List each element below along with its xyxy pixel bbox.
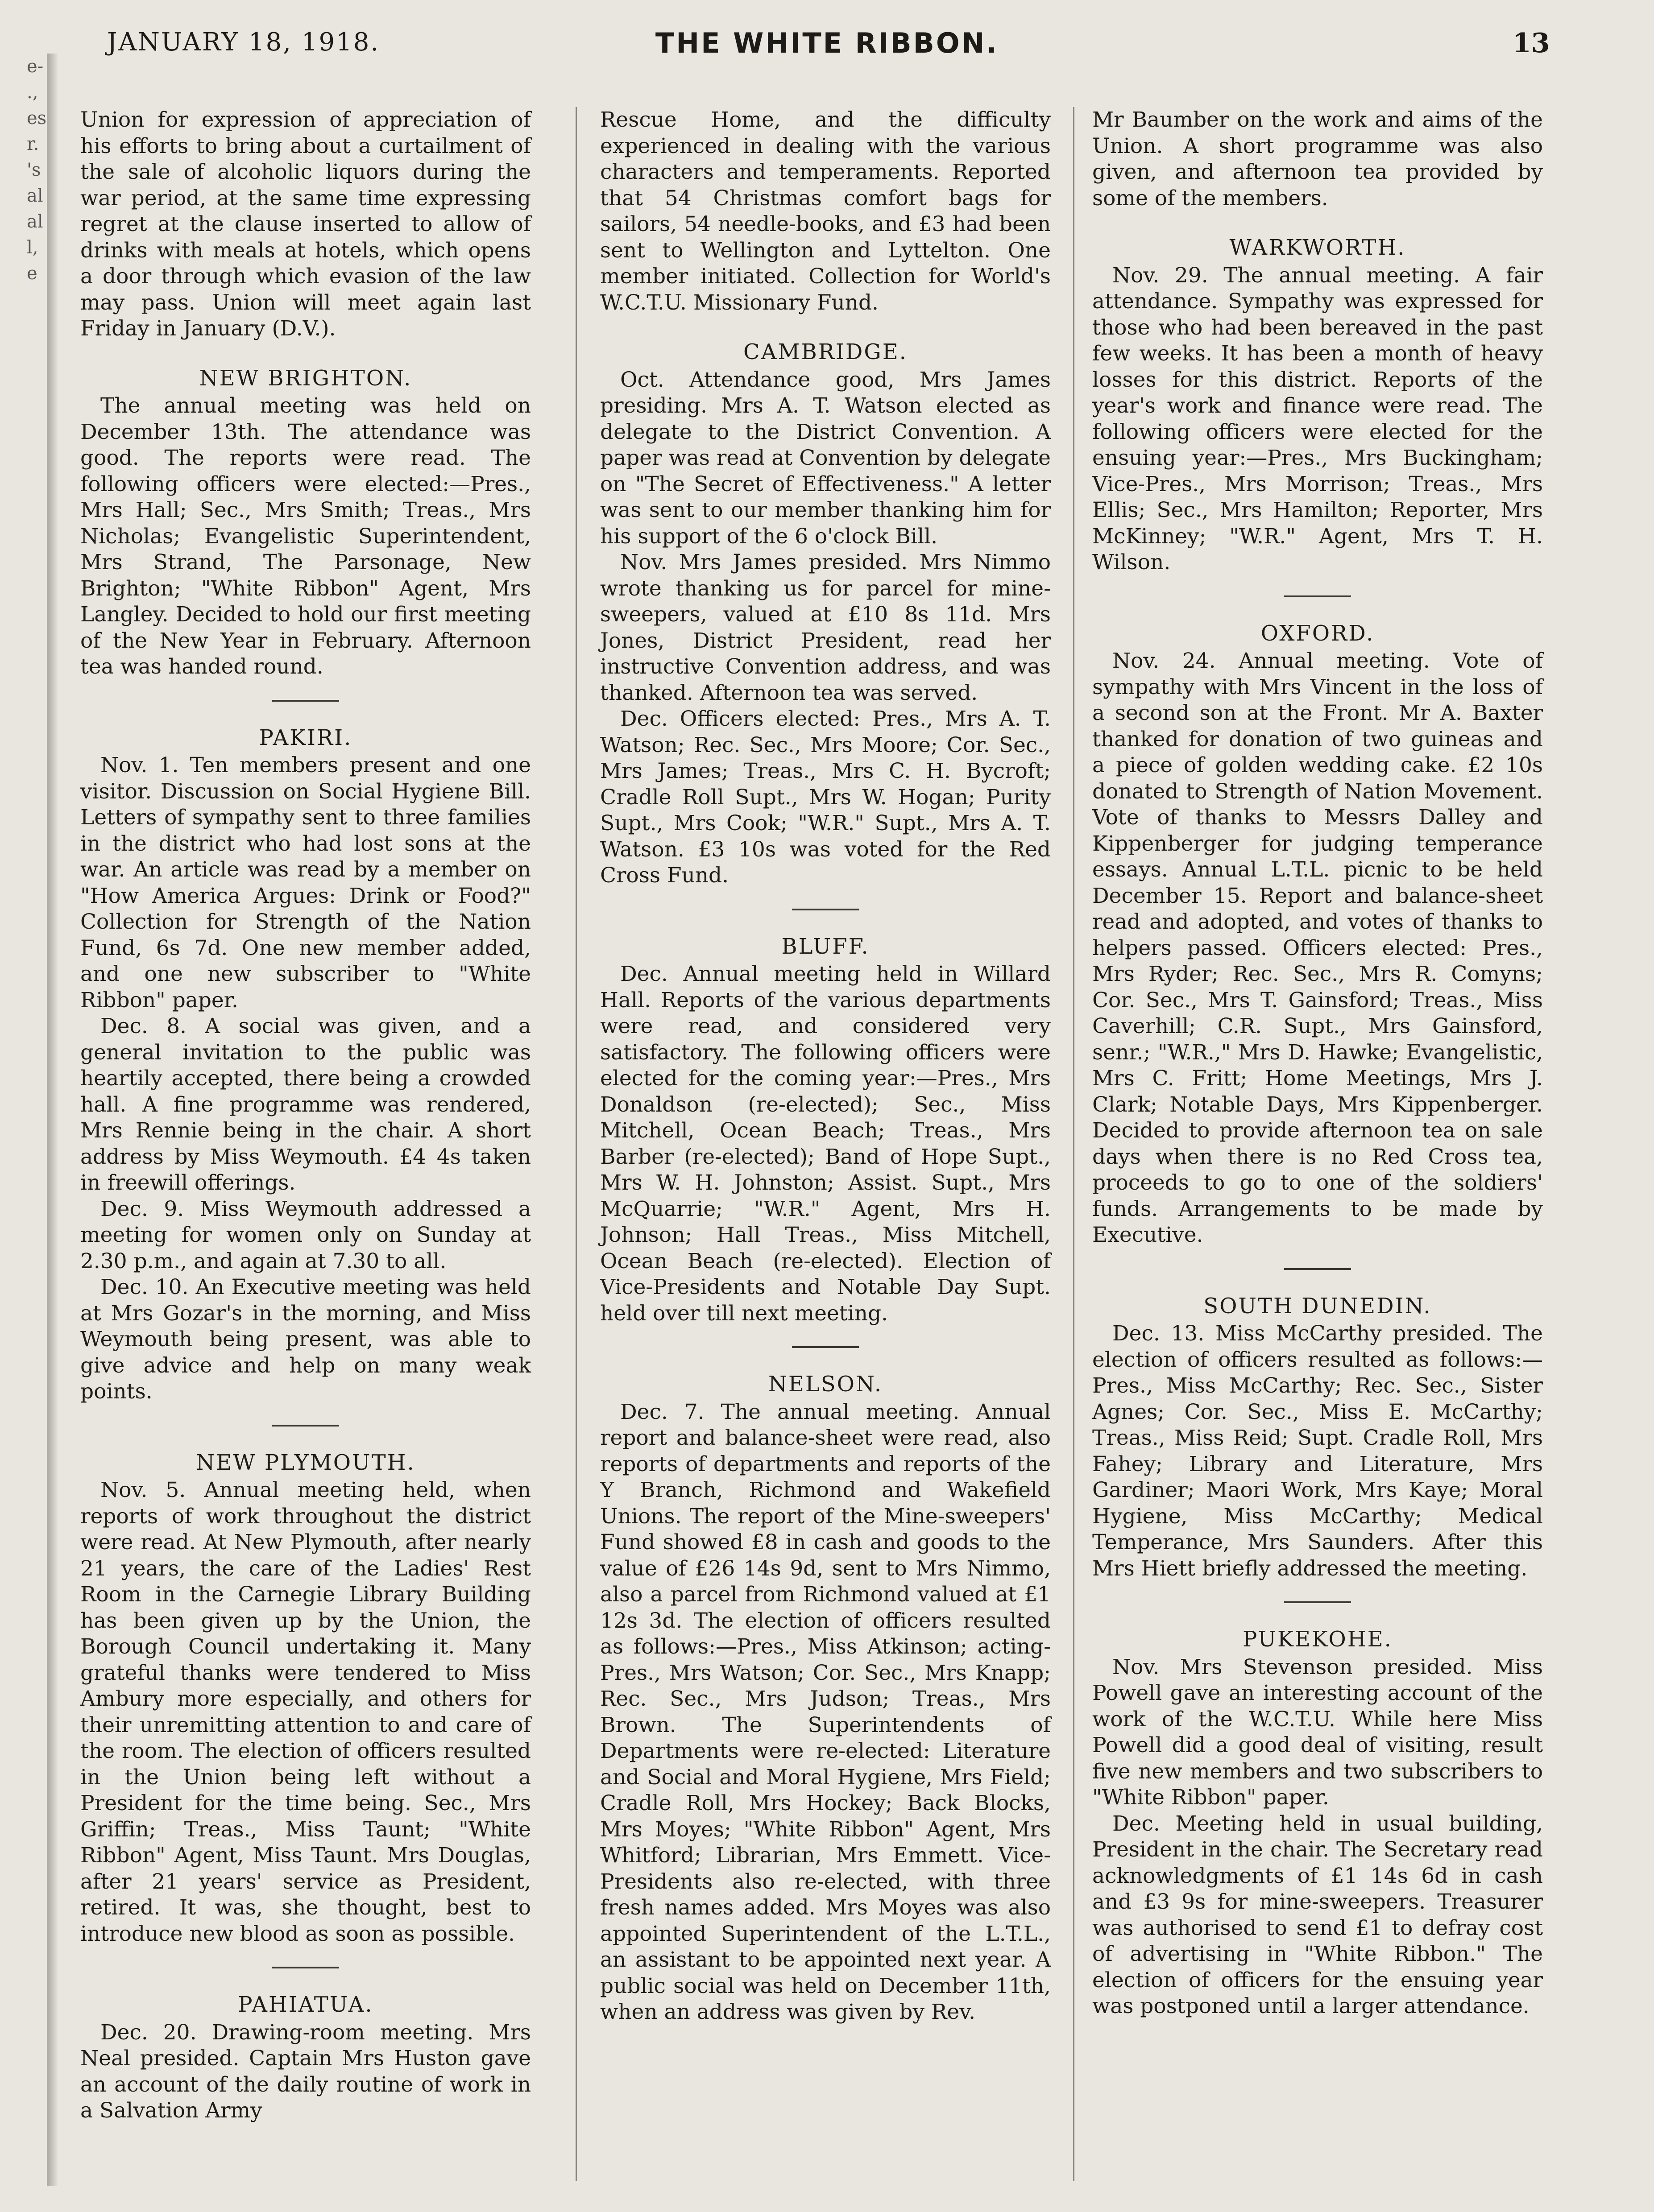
- section-divider: [1284, 1268, 1351, 1270]
- section-divider: [1284, 595, 1351, 597]
- paragraph: Dec. Officers elected: Pres., Mrs A. T. Watson; Rec. Sec., Mrs Moore; Cor. Sec., Mrs James; Treas., Mrs C. H. Bycroft; Cradle Roll Supt., Mrs W. Hogan; Purity Supt., Mrs Cook; "W.R." Supt., Mrs A. T. Watson. £3 10s was voted for the Red Cross Fund.: [600, 707, 1051, 888]
- report-section: [600, 107, 1051, 316]
- section-heading: NEW PLYMOUTH.: [196, 1450, 415, 1475]
- section-heading: PUKEKOHE.: [1243, 1627, 1393, 1652]
- report-section: [80, 1425, 531, 1947]
- column-middle: [600, 107, 1051, 2026]
- paragraph: The annual meeting was held on December 13th. The attendance was good. The reports were read. The following officers were elected:—Pres., Mrs Hall; Sec., Mrs Smith; Treas., Mrs Nicholas; Evangelistic Superintendent, Mrs Strand, The Parsonage, New Brighton; "White Ribbon" Agent, Mrs Langley. Decided to hold our first meeting of the New Year in February. Afternoon tea was handed round.: [80, 393, 531, 679]
- section-divider: [272, 1967, 339, 1968]
- section-heading: CAMBRIDGE.: [743, 339, 908, 364]
- paragraph: Mr Baumber on the work and aims of the Union. A short programme was also given, and afternoon tea provided by some of the members.: [1092, 107, 1543, 211]
- issue-date: JANUARY 18, 1918.: [107, 28, 380, 57]
- paragraph: Dec. 20. Drawing-room meeting. Mrs Neal presided. Captain Mrs Huston gave an account of the daily routine of work in a Salvation Army: [80, 2020, 531, 2123]
- section-heading: SOUTH DUNEDIN.: [1203, 1293, 1432, 1319]
- report-section: [1092, 1601, 1543, 2020]
- column-right: [1092, 107, 1543, 2020]
- paragraph: Dec. 9. Miss Weymouth addressed a meeting for women only on Sunday at 2.30 p.m., and again at 7.30 to all.: [80, 1196, 531, 1273]
- report-section: [1092, 235, 1543, 576]
- report-section: [80, 107, 531, 342]
- paragraph: Union for expression of appreciation of his efforts to bring about a curtailment of the sale of alcoholic liquors during the war period, at the same time expressing regret at the clause inserted to allow of drinks with meals at hotels, which opens a door through which evasion of the law may pass. Union will meet again last Friday in January (D.V.).: [80, 107, 531, 341]
- paragraph: Nov. 24. Annual meeting. Vote of sympathy with Mrs Vincent in the loss of a second son at the Front. Mr A. Baxter thanked for donation of two guineas and a piece of golden wedding cake. £2 10s donated to Strength of Nation Movement. Vote of thanks to Messrs Dalley and Kippenberger for judging temperance essays. Annual L.T.L. picnic to be held December 15. Report and balance-sheet read and adopted, and votes of thanks to helpers passed. Officers elected: Pres., Mrs Ryder; Rec. Sec., Mrs R. Comyns; Cor. Sec., Mrs T. Gainsford; Treas., Miss Caverhill; C.R. Supt., Mrs Gainsford, senr.; "W.R.," Mrs D. Hawke; Evangelistic, Mrs C. Fritt; Home Meetings, Mrs J. Clark; Notable Days, Mrs Kippenberger. Decided to provide afternoon tea on sale days when there is no Red Cross tea, proceeds to go to one of the soldiers' funds. Arrangements to be made by Executive.: [1092, 649, 1543, 1247]
- paragraph: Dec. 8. A social was given, and a general invitation to the public was heartily accepted, there being a crowded hall. A fine programme was rendered, Mrs Rennie being in the chair. A short address by Miss Weymouth. £4 4s taken in freewill offerings.: [80, 1014, 531, 1195]
- section-heading: WARKWORTH.: [1229, 235, 1406, 260]
- margin-fragments: e- ., es r. 's al al l, e: [27, 56, 47, 284]
- paragraph: Rescue Home, and the difficulty experienced in dealing with the various characters and temperaments. Reported that 54 Christmas comfort bags for sailors, 54 needle-books, and £3 had been sent to Wellington and Lyttelton. One member initiated. Collection for World's W.C.T.U. Missionary Fund.: [600, 107, 1051, 315]
- section-heading: PAHIATUA.: [238, 1992, 373, 2017]
- section-heading: NEW BRIGHTON.: [199, 365, 412, 391]
- paragraph: Dec. 7. The annual meeting. Annual report and balance-sheet were read, also reports of departments and reports of the Y Branch, Richmond and Wakefield Unions. The report of the Mine-sweepers' Fund showed £8 in cash and goods to the value of £26 14s 9d, sent to Mrs Nimmo, also a parcel from Richmond valued at £1 12s 3d. The election of officers resulted as follows:—Pres., Miss Atkinson; acting-Pres., Mrs Watson; Cor. Sec., Mrs Knapp; Rec. Sec., Mrs Judson; Treas., Mrs Brown. The Superintendents of Departments were re-elected: Literature and Social and Moral Hygiene, Mrs Field; Cradle Roll, Mrs Hockey; Back Blocks, Mrs Moyes; "White Ribbon" Agent, Mrs Whitford; Librarian, Mrs Emmett. Vice-Presidents also re-elected, with three fresh names added. Mrs Moyes was also appointed Superintendent of the L.T.L., an assistant to be appointed next year. A public social was held on December 11th, when an address was given by Rev.: [600, 1399, 1051, 2024]
- report-section: [600, 909, 1051, 1327]
- paragraph: Nov. 29. The annual meeting. A fair attendance. Sympathy was expressed for those who had been bereaved in the past few weeks. It has been a month of heavy losses for this district. Reports of the year's work and finance were read. The following officers were elected for the ensuing year:—Pres., Mrs Buckingham; Vice-Pres., Mrs Morrison; Treas., Mrs Ellis; Sec., Mrs Hamilton; Reporter, Mrs McKinney; "W.R." Agent, Mrs T. H. Wilson.: [1092, 263, 1543, 575]
- page-number: 13: [1513, 28, 1550, 59]
- report-section: [1092, 1268, 1543, 1582]
- report-section: [600, 1346, 1051, 2026]
- section-divider: [272, 700, 339, 702]
- column-left: [80, 107, 531, 2124]
- section-heading: NELSON.: [768, 1372, 883, 1397]
- report-section: [80, 700, 531, 1405]
- section-heading: PAKIRI.: [259, 725, 352, 750]
- paragraph: Dec. Meeting held in usual building, President in the chair. The Secretary read acknowledgments of £1 14s 6d in cash and £3 9s for mine-sweepers. Treasurer was authorised to send £1 to defray cost of advertising in "White Ribbon." The election of officers for the ensuing year was postponed until a larger attendance.: [1092, 1811, 1543, 2018]
- column-rule: [1073, 107, 1074, 2181]
- section-divider: [272, 1425, 339, 1426]
- page-header: [0, 0, 1654, 62]
- report-section: [1092, 595, 1543, 1249]
- masthead-title: THE WHITE RIBBON.: [655, 27, 999, 59]
- paragraph: Nov. Mrs James presided. Mrs Nimmo wrote thanking us for parcel for mine-sweepers, valued at £10 8s 11d. Mrs Jones, District President, read her instructive Convention address, and was thanked. Afternoon tea was served.: [600, 550, 1051, 705]
- paragraph: Oct. Attendance good, Mrs James presiding. Mrs A. T. Watson elected as delegate to the District Convention. A paper was read at Convention by delegate on "The Secret of Effectiveness." A letter was sent to our member thanking him for his support of the 6 o'clock Bill.: [600, 367, 1051, 549]
- section-divider: [1284, 1601, 1351, 1603]
- section-divider: [792, 1346, 859, 1348]
- section-heading: BLUFF.: [781, 934, 870, 959]
- paragraph: Nov. 5. Annual meeting held, when reports of work throughout the district were read. At New Plymouth, after nearly 21 years, the care of the Ladies' Rest Room in the Carnegie Library Building has been given up by the Union, the Borough Council undertaking it. Many grateful thanks were tendered to Miss Ambury more especially, and others for their unremitting attention to and care of the room. The election of officers resulted in the Union being left without a President for the time being. Sec., Mrs Griffin; Treas., Miss Taunt; "White Ribbon" Agent, Miss Taunt. Mrs Douglas, after 21 years' service as President, retired. It was, she thought, best to introduce new blood as soon as possible.: [80, 1478, 531, 1946]
- section-heading: OXFORD.: [1260, 620, 1375, 646]
- report-section: [80, 1967, 531, 2124]
- page-spine-shadow: [47, 54, 58, 2186]
- report-section: [600, 339, 1051, 889]
- paragraph: Nov. 1. Ten members present and one visitor. Discussion on Social Hygiene Bill. Letters of sympathy sent to three families in the district who had lost sons at the war. An article was read by a member on "How America Argues: Drink or Food?" Collection for Strength of the Nation Fund, 6s 7d. One new member added, and one new subscriber to "White Ribbon" paper.: [80, 753, 531, 1013]
- paragraph: Nov. Mrs Stevenson presided. Miss Powell gave an interesting account of the work of the W.C.T.U. While here Miss Powell did a good deal of visiting, result five new members and two subscribers to "White Ribbon" paper.: [1092, 1654, 1543, 1810]
- report-section: [1092, 107, 1543, 211]
- column-rule: [576, 107, 577, 2181]
- section-divider: [792, 909, 859, 910]
- paragraph: Dec. 10. An Executive meeting was held at Mrs Gozar's in the morning, and Miss Weymouth being present, was able to give advice and help on many weak points.: [80, 1275, 531, 1404]
- paragraph: Dec. 13. Miss McCarthy presided. The election of officers resulted as follows:—Pres., Miss McCarthy; Rec. Sec., Sister Agnes; Cor. Sec., Miss E. McCarthy; Treas., Miss Reid; Supt. Cradle Roll, Mrs Fahey; Library and Literature, Mrs Gardiner; Maori Work, Mrs Kaye; Moral Hygiene, Miss McCarthy; Medical Temperance, Mrs Saunders. After this Mrs Hiett briefly addressed the meeting.: [1092, 1321, 1543, 1581]
- paragraph: Dec. Annual meeting held in Willard Hall. Reports of the various departments were read, and considered very satisfactory. The following officers were elected for the coming year:—Pres., Mrs Donaldson (re-elected); Sec., Miss Mitchell, Ocean Beach; Treas., Mrs Barber (re-elected); Band of Hope Supt., Mrs W. H. Johnston; Assist. Supt., Mrs McQuarrie; "W.R." Agent, Mrs H. Johnson; Hall Treas., Miss Mitchell, Ocean Beach (re-elected). Election of Vice-Presidents and Notable Day Supt. held over till next meeting.: [600, 962, 1051, 1326]
- report-section: [80, 365, 531, 680]
